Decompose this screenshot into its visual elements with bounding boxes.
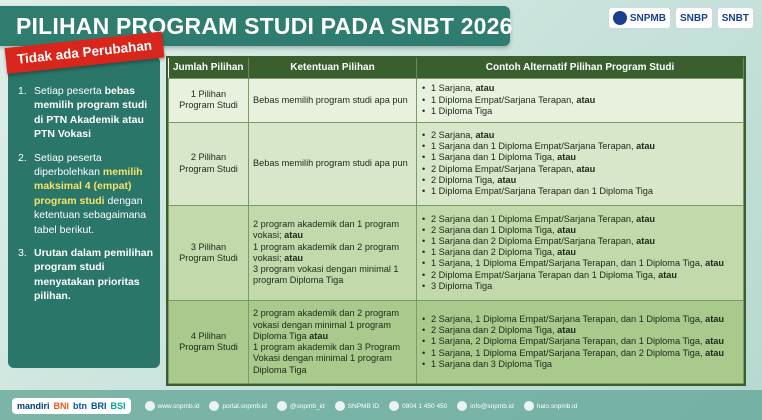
list-item: • 1 Sarjana dan 1 Diploma Tiga, atau xyxy=(421,152,739,163)
bank-logos xyxy=(12,398,131,414)
list-item: • 1 Sarjana, 2 Diploma Empat/Sarjana Terapan, dan 1 Diploma Tiga, atau xyxy=(421,336,739,347)
header-ketentuan: Ketentuan Pilihan xyxy=(249,58,417,78)
list-item: • 1 Sarjana dan 3 Diploma Tiga xyxy=(421,359,739,370)
contact-icon xyxy=(335,401,345,411)
program-table xyxy=(166,56,746,386)
list-item: • 1 Sarjana dan 1 Diploma Empat/Sarjana Terapan, atau xyxy=(421,141,739,152)
ketentuan-cell: 2 program akademik dan 1 program vokasi; atau 1 program akademik dan 2 program vokasi; atau 3 program vokasi dengan minimal 1 program Diploma Tiga xyxy=(249,205,417,301)
rules-list xyxy=(8,84,160,313)
bank-logo: btn xyxy=(73,401,88,411)
list-item: • 2 Sarjana, 1 Diploma Empat/Sarjana Terapan, dan 1 Diploma Tiga, atau xyxy=(421,314,739,325)
list-item: • 1 Diploma Empat/Sarjana Terapan dan 1 Diploma Tiga xyxy=(421,186,739,197)
list-item: • 1 Diploma Tiga xyxy=(421,106,739,117)
kemdik-seal-icon xyxy=(613,11,627,25)
header-jumlah: Jumlah Pilihan xyxy=(169,58,249,78)
contact-link[interactable]: portal.snpmb.id xyxy=(209,401,266,411)
list-item: • 2 Diploma Tiga, atau xyxy=(421,175,739,186)
ketentuan-cell: Bebas memilih program studi apa pun xyxy=(249,78,417,122)
contact-icon xyxy=(524,401,534,411)
jumlah-cell: 3 Pilihan Program Studi xyxy=(169,205,249,301)
contoh-cell xyxy=(417,301,744,384)
contact-list xyxy=(145,401,578,411)
table-row xyxy=(169,78,744,122)
list-item: • 1 Sarjana, 1 Diploma Empat/Sarjana Terapan, dan 1 Diploma Tiga, atau xyxy=(421,258,739,269)
contact-icon xyxy=(457,401,467,411)
no-change-ribbon: Tidak ada Perubahan xyxy=(5,32,165,74)
snbt-logo: SNBT xyxy=(717,7,754,29)
contoh-cell xyxy=(417,205,744,301)
bullet-list xyxy=(421,130,739,197)
contoh-cell xyxy=(417,122,744,205)
table-row xyxy=(169,205,744,301)
snbp-logo: SNBP xyxy=(675,7,713,29)
jumlah-cell: 1 Pilihan Program Studi xyxy=(169,78,249,122)
contact-icon xyxy=(209,401,219,411)
bank-logo: BNI xyxy=(53,401,70,411)
contact-link[interactable]: SNPMB ID xyxy=(335,401,379,411)
ketentuan-cell: Bebas memilih program studi apa pun xyxy=(249,122,417,205)
header-contoh: Contoh Alternatif Pilihan Program Studi xyxy=(417,58,744,78)
list-item: • 3 Diploma Tiga xyxy=(421,281,739,292)
contact-icon xyxy=(389,401,399,411)
contact-icon xyxy=(145,401,155,411)
footer xyxy=(0,392,762,420)
contact-link[interactable]: info@snpmb.id xyxy=(457,401,513,411)
contact-link[interactable]: 0804 1 450 450 xyxy=(389,401,447,411)
snpmb-logo: SNPMB xyxy=(608,7,671,29)
list-item: • 1 Sarjana, atau xyxy=(421,83,739,94)
list-item: • 1 Diploma Empat/Sarjana Terapan, atau xyxy=(421,95,739,106)
list-item: • 2 Sarjana dan 2 Diploma Tiga, atau xyxy=(421,325,739,336)
bullet-list xyxy=(421,214,739,292)
bank-logo: mandiri xyxy=(17,401,50,411)
bank-logo: BRI xyxy=(91,401,107,411)
bank-logo: BSI xyxy=(110,401,126,411)
list-item: • 2 Diploma Empat/Sarjana Terapan, atau xyxy=(421,164,739,175)
rule-item-2: 2. Setiap peserta diperbolehkan memilih maksimal 4 (empat) program studi dengan ketentuan sebagaimana tabel berikut. xyxy=(18,151,147,236)
rule-item-1: 1. Setiap peserta bebas memilih program studi di PTN Akademik atau PTN Vokasi xyxy=(18,85,148,141)
table-row xyxy=(169,301,744,384)
list-item: • 2 Sarjana dan 1 Diploma Empat/Sarjana Terapan, atau xyxy=(421,214,739,225)
list-item: • 2 Diploma Empat/Sarjana Terapan dan 1 Diploma Tiga, atau xyxy=(421,270,739,281)
jumlah-cell: 4 Pilihan Program Studi xyxy=(169,301,249,384)
contact-link[interactable]: halo.snpmb.id xyxy=(524,401,577,411)
list-item: • 1 Sarjana dan 2 Diploma Tiga, atau xyxy=(421,247,739,258)
page-title: PILIHAN PROGRAM STUDI PADA SNBT 2026 xyxy=(16,13,513,39)
list-item: • 2 Sarjana, atau xyxy=(421,130,739,141)
contact-icon xyxy=(277,401,287,411)
contact-link[interactable]: @snpmb_id xyxy=(277,401,325,411)
logo-group xyxy=(608,6,754,30)
table-row xyxy=(169,122,744,205)
list-item: • 1 Sarjana, 1 Diploma Empat/Sarjana Terapan, dan 2 Diploma Tiga, atau xyxy=(421,348,739,359)
ketentuan-cell: 2 program akademik dan 2 program vokasi dengan minimal 1 program Diploma Tiga atau 1 program akademik dan 3 Program Vokasi dengan minimal 1 program Diploma Tiga xyxy=(249,301,417,384)
bullet-list xyxy=(421,314,739,370)
contoh-cell xyxy=(417,78,744,122)
list-item: • 2 Sarjana dan 1 Diploma Tiga, atau xyxy=(421,225,739,236)
rule-item-3: 3. Urutan dalam pemilihan program studi menyatakan prioritas pilihan. xyxy=(18,247,154,303)
list-item: • 1 Sarjana dan 2 Diploma Empat/Sarjana Terapan, atau xyxy=(421,236,739,247)
jumlah-cell: 2 Pilihan Program Studi xyxy=(169,122,249,205)
contact-link[interactable]: www.snpmb.id xyxy=(145,401,200,411)
bullet-list xyxy=(421,83,739,117)
